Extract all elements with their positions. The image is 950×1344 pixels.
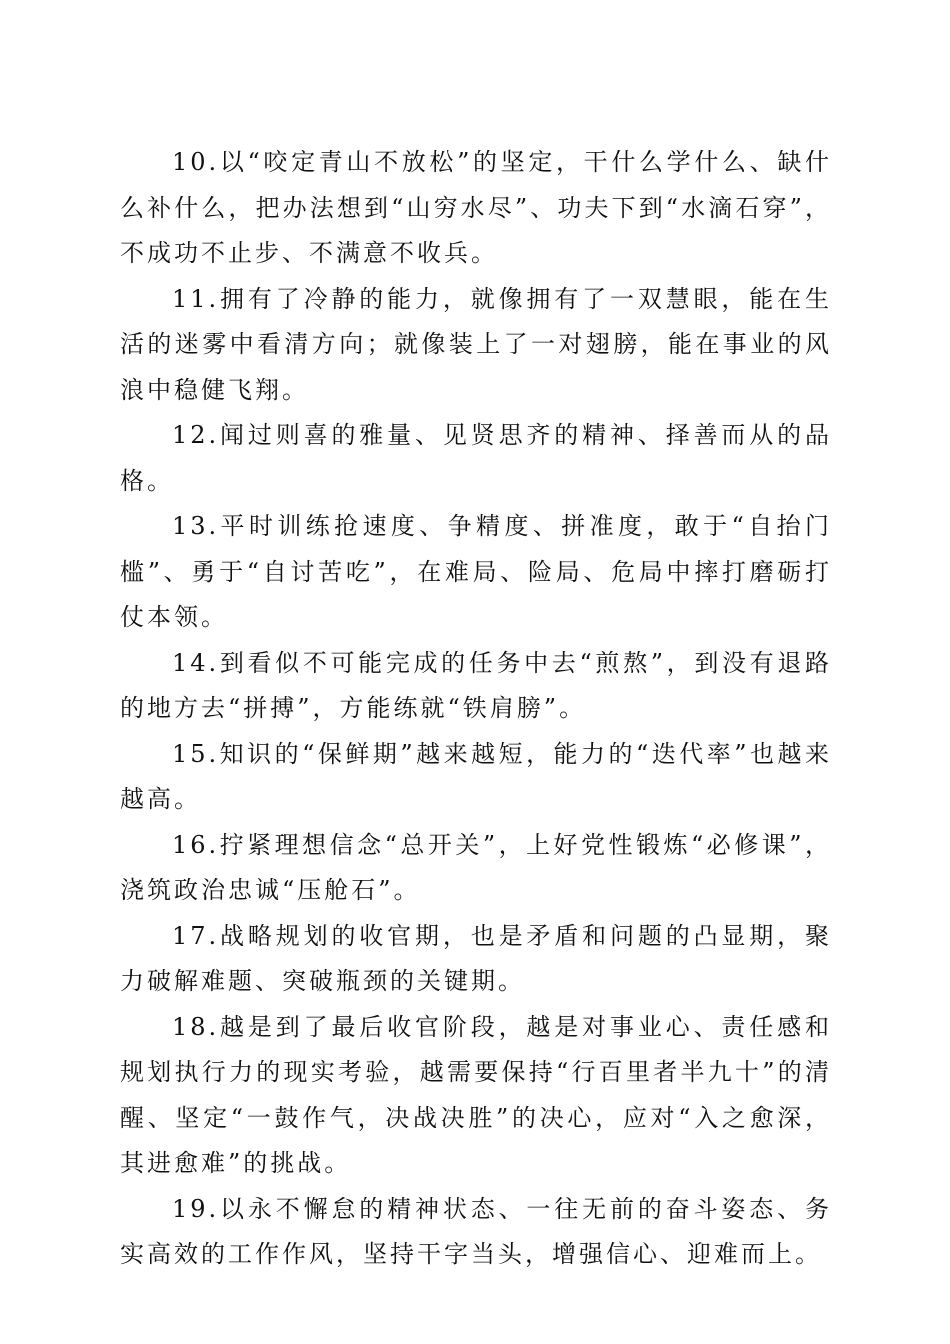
- paragraph-13: 13.平时训练抢速度、争精度、拼准度，敢于“自抬门槛”、勇于“自讨苦吃”，在难局、险局、危局中摔打磨砺打仗本领。: [120, 512, 832, 631]
- paragraph-16: 16.拧紧理想信念“总开关”，上好党性锻炼“必修课”，浇筑政治忠诚“压舱石”。: [120, 830, 832, 904]
- paragraph-17: 17.战略规划的收官期，也是矛盾和问题的凸显期，聚力破解难题、突破瓶颈的关键期。: [120, 921, 832, 995]
- paragraph-12: 12.闻过则喜的雅量、见贤思齐的精神、择善而从的品格。: [120, 421, 832, 495]
- paragraph-10: 10.以“咬定青山不放松”的坚定，干什么学什么、缺什么补什么，把办法想到“山穷水尽”、功夫下到“水滴石穿”，不成功不止步、不满意不收兵。: [120, 148, 832, 267]
- paragraph-14: 14.到看似不可能完成的任务中去“煎熬”，到没有退路的地方去“拼搏”，方能练就“铁肩膀”。: [120, 648, 832, 722]
- document-body: [120, 140, 832, 1278]
- paragraph-18: 18.越是到了最后收官阶段，越是对事业心、责任感和规划执行力的现实考验，越需要保持“行百里者半九十”的清醒、坚定“一鼓作气，决战决胜”的决心，应对“入之愈深，其进愈难”的挑战。: [120, 1012, 832, 1177]
- paragraph-11: 11.拥有了冷静的能力，就像拥有了一双慧眼，能在生活的迷雾中看清方向；就像装上了一对翅膀，能在事业的风浪中稳健飞翔。: [120, 284, 832, 404]
- paragraph-19: 19.以永不懈怠的精神状态、一往无前的奋斗姿态、务实高效的工作作风，坚持干字当头，增强信心、迎难而上。: [120, 1194, 832, 1268]
- paragraph-15: 15.知识的“保鲜期”越来越短，能力的“迭代率”也越来越高。: [120, 739, 832, 813]
